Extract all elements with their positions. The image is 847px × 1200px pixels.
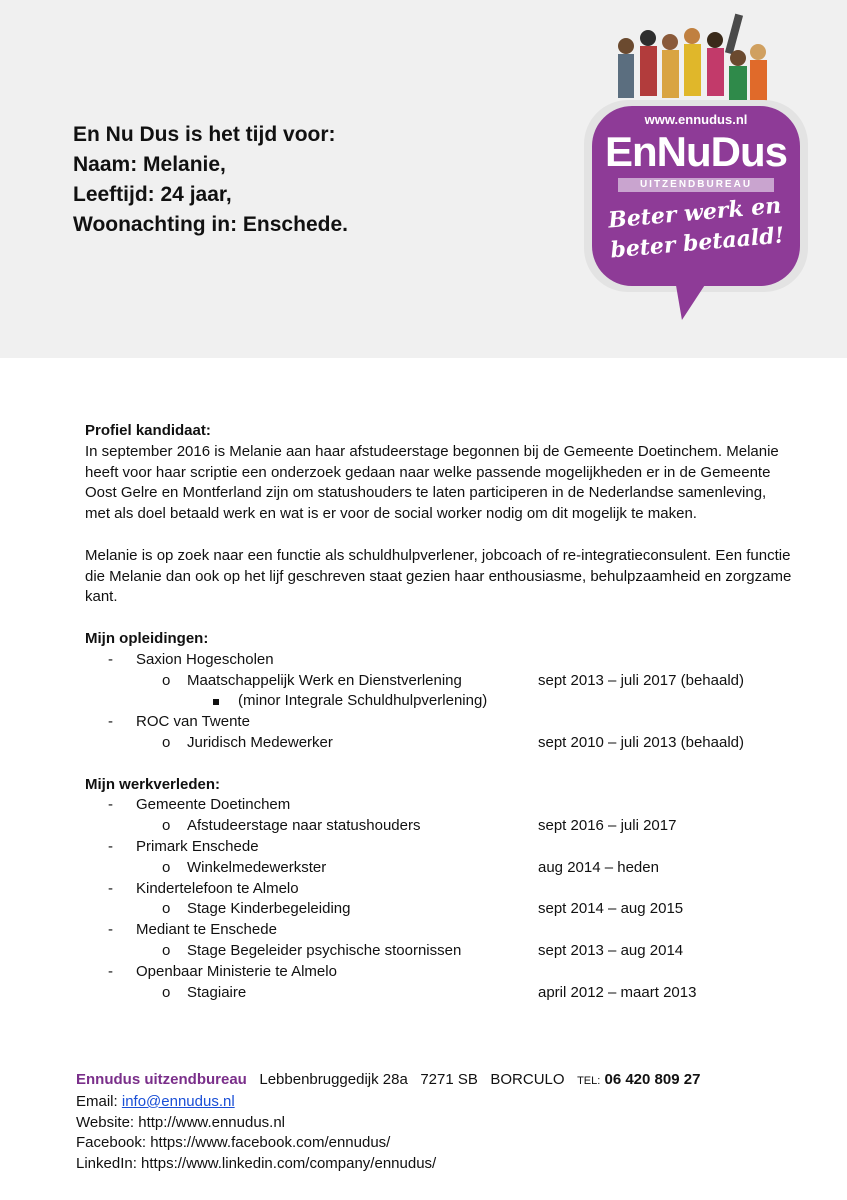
- intro-name: Naam: Melanie,: [73, 153, 226, 176]
- job-date: sept 2016 – juli 2017: [538, 817, 677, 835]
- course-date: sept 2013 – juli 2017 (behaald): [538, 671, 744, 689]
- circle-bullet: o: [162, 858, 171, 876]
- list-item: [85, 858, 795, 879]
- dash-bullet: -: [108, 879, 113, 897]
- employer-name: Openbaar Ministerie te Almelo: [136, 962, 337, 980]
- school-name: Saxion Hogescholen: [136, 650, 274, 668]
- employer-name: Mediant te Enschede: [136, 921, 277, 939]
- list-item: [85, 879, 795, 900]
- intro-block: [73, 120, 348, 240]
- list-item: [85, 816, 795, 837]
- course-name: Maatschappelijk Werk en Dienstverlening: [187, 671, 462, 689]
- list-item: [85, 983, 795, 1004]
- list-item: [85, 712, 795, 733]
- circle-bullet: o: [162, 733, 171, 751]
- intro-line-1: En Nu Dus is het tijd voor:: [73, 123, 336, 146]
- school-name: ROC van Twente: [136, 713, 250, 731]
- work-heading: Mijn werkverleden:: [85, 775, 221, 793]
- footer-phone: 06 420 809 27: [604, 1071, 701, 1088]
- footer-address: Lebbenbruggedijk 28a 7271 SB BORCULO: [259, 1071, 565, 1088]
- course-date: sept 2010 – juli 2013 (behaald): [538, 733, 744, 751]
- minor-name: (minor Integrale Schuldhulpverlening): [238, 692, 488, 710]
- list-item: [85, 671, 795, 692]
- circle-bullet: o: [162, 817, 171, 835]
- job-role: Stage Begeleider psychische stoornissen: [187, 941, 462, 959]
- slogan-line-2: beter betaald!: [609, 222, 786, 264]
- employer-name: Gemeente Doetinchem: [136, 796, 291, 814]
- circle-bullet: o: [162, 941, 171, 959]
- job-role: Afstudeerstage naar statushouders: [187, 817, 421, 835]
- education-heading: Mijn opleidingen:: [85, 629, 209, 647]
- logo-url: www.ennudus.nl: [644, 112, 748, 127]
- profile-heading: Profiel kandidaat:: [85, 422, 211, 439]
- square-bullet-icon: [213, 699, 219, 705]
- job-role: Winkelmedewerkster: [187, 858, 327, 876]
- intro-age: Leeftijd: 24 jaar,: [73, 183, 232, 206]
- ennudus-logo: [570, 12, 820, 342]
- list-item: [85, 650, 795, 671]
- tel-label: TEL:: [577, 1075, 601, 1087]
- list-item: [85, 837, 795, 858]
- footer-linkedin: LinkedIn: https://www.linkedin.com/company/ennudus/: [76, 1155, 437, 1173]
- list-item: [85, 899, 795, 920]
- footer-website: Website: http://www.ennudus.nl: [76, 1113, 286, 1131]
- course-name: Juridisch Medewerker: [187, 733, 333, 751]
- footer-facebook: Facebook: https://www.facebook.com/ennudus/: [76, 1134, 391, 1152]
- email-link[interactable]: info@ennudus.nl: [121, 1092, 235, 1110]
- logo-subtitle: UITZENDBUREAU: [618, 178, 774, 192]
- profile-content: [85, 421, 795, 1003]
- header-banner: [0, 0, 847, 358]
- footer-address-line: [76, 1070, 700, 1092]
- job-date: sept 2014 – aug 2015: [538, 900, 684, 918]
- employer-name: Kindertelefoon te Almelo: [136, 879, 299, 897]
- job-role: Stage Kinderbegeleiding: [187, 900, 351, 918]
- slogan-line-1: Beter werk en: [607, 192, 783, 234]
- dash-bullet: -: [108, 713, 113, 731]
- list-item: [85, 920, 795, 941]
- footer-company: Ennudus uitzendbureau: [76, 1071, 247, 1088]
- profile-paragraph-1: In september 2016 is Melanie aan haar afstudeerstage begonnen bij de Gemeente Doetinchem. Melanie heeft voor haar scriptie een onderzoek gedaan naar welke passende mogelijkheden er in de Gemeente Oost Gelre en Montferland zijn om statushouders te laten participeren in de Nederlandse samenleving, met als doel betaald werk en wat is er voor de social worker nodig om dit mogelijk te maken.: [85, 442, 779, 523]
- job-date: aug 2014 – heden: [538, 858, 659, 876]
- intro-residence: Woonachting in: Enschede.: [73, 213, 348, 236]
- footer-contact: [76, 1070, 700, 1175]
- dash-bullet: -: [108, 837, 113, 855]
- dash-bullet: -: [108, 962, 113, 980]
- circle-bullet: o: [162, 983, 171, 1001]
- dash-bullet: -: [108, 796, 113, 814]
- job-date: april 2012 – maart 2013: [538, 983, 697, 1001]
- dash-bullet: -: [108, 921, 113, 939]
- email-label: Email:: [76, 1092, 118, 1110]
- dash-bullet: -: [108, 650, 113, 668]
- job-role: Stagiaire: [187, 983, 247, 1001]
- profile-paragraph-2: Melanie is op zoek naar een functie als schuldhulpverlener, jobcoach of re-integratieconsulent. Een functie die Melanie dan ook op het lijf geschreven staat gezien haar enthousiasme, behulpzaamheid en zorgzame kant.: [85, 546, 792, 606]
- employer-name: Primark Enschede: [136, 837, 259, 855]
- list-item: [85, 941, 795, 962]
- circle-bullet: o: [162, 671, 171, 689]
- logo-brand: EnNuDus: [605, 128, 787, 175]
- job-date: sept 2013 – aug 2014: [538, 941, 684, 959]
- list-item: [85, 795, 795, 816]
- list-item: [85, 733, 795, 754]
- list-item: [85, 962, 795, 983]
- footer-email-line: [76, 1092, 700, 1113]
- list-item: [85, 691, 795, 712]
- circle-bullet: o: [162, 900, 171, 918]
